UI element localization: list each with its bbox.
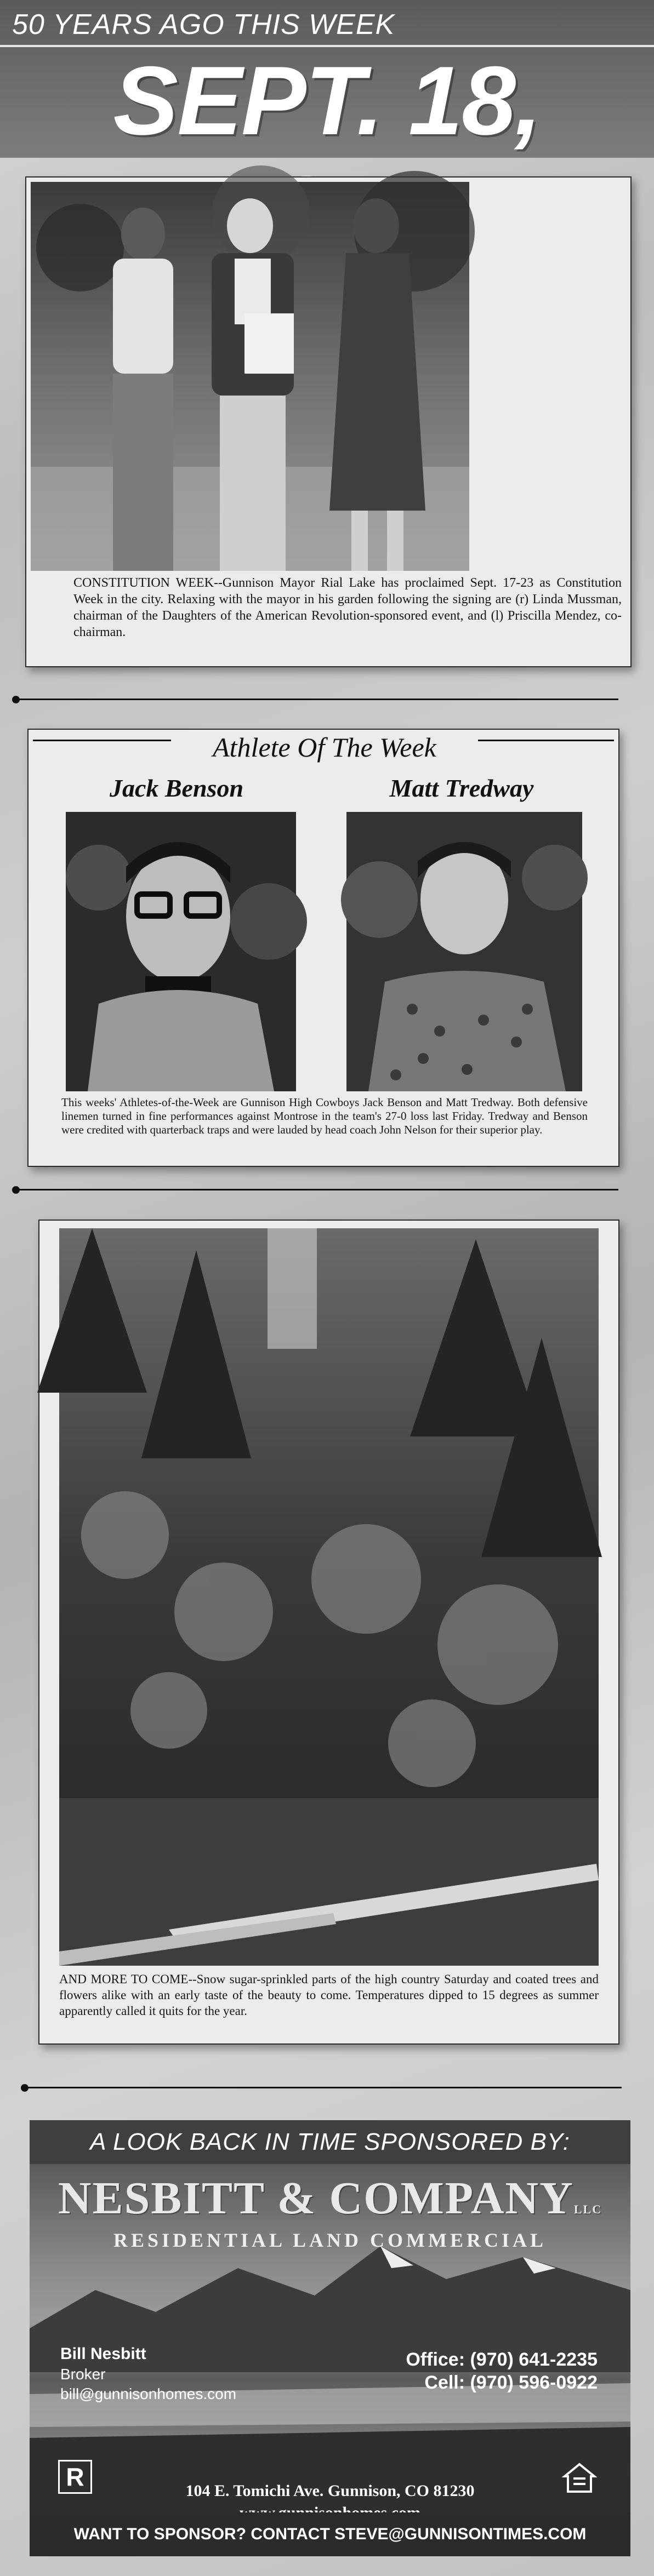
caption-athlete-of-week: This weeks' Athletes-of-the-Week are Gunnison High Cowboys Jack Benson and Matt Tredway. Both defensive linemen turned in fine performances against Montrose in the team's 27-0 loss last Friday. Tredway and Benson were credited with quarterback traps and were lauded by head coach John Nelson for their superior play.: [61, 1096, 588, 1136]
sponsor-contact-footer[interactable]: WANT TO SPONSOR? CONTACT STEVE@GUNNISONTIMES.COM: [30, 2512, 630, 2556]
athlete-of-week-title: Athlete Of The Week: [171, 732, 478, 763]
page-title: SEPT. 18,: [113, 46, 541, 155]
athlete-name-left: Jack Benson: [109, 774, 244, 802]
sponsor-band: A LOOK BACK IN TIME SPONSORED BY:: [30, 2120, 630, 2164]
realtor-logo-letter: R: [66, 2463, 84, 2491]
broker-email[interactable]: bill@gunnisonhomes.com: [60, 2385, 237, 2402]
ad-body: [30, 2164, 630, 2512]
photo-constitution-week: [31, 182, 469, 571]
caption-more-to-come: AND MORE TO COME--Snow sugar-sprinkled parts of the high country Saturday and coated trees and flowers alike with an early taste of the beauty to come. Temperatures dipped to 15 degrees as summer apparently called it quits for the year.: [59, 1972, 599, 2018]
office-address: 104 E. Tomichi Ave. Gunnison, CO 81230: [185, 2482, 475, 2500]
brand-tagline: RESIDENTIAL LAND COMMERCIAL: [113, 2229, 547, 2251]
cell-phone[interactable]: Cell: (970) 596-0922: [424, 2372, 598, 2393]
broker-role: Broker: [60, 2366, 106, 2383]
clipping-constitution-week: [25, 176, 632, 667]
broker-name: Bill Nesbitt: [60, 2345, 146, 2363]
caption-constitution-week: CONSTITUTION WEEK--Gunnison Mayor Rial Lake has proclaimed Sept. 17-23 as Constitution Week in the city. Relaxing with the mayor in his garden following the signing are (r) Linda Mussman, chairman of the Daughters of the American Revolution-sponsored event, and (l) Priscilla Mendez, co-chairman.: [73, 576, 622, 639]
photo-garden-three-people: [31, 182, 469, 571]
header-banner: [0, 0, 654, 158]
brand-name-text: NESBITT & COMPANY: [58, 2173, 574, 2224]
photo-high-country-trees: [59, 1228, 599, 1966]
photo-matt-tredway: [346, 812, 582, 1091]
office-phone[interactable]: Office: (970) 641-2235: [406, 2349, 598, 2370]
brand-name: [30, 2172, 630, 2225]
clipping-athlete-of-week: [27, 729, 619, 1167]
brand-suffix: LLC: [573, 2202, 602, 2216]
photo-jack-benson: [66, 812, 296, 1091]
section-divider: [15, 1189, 618, 1190]
sponsor-ad: [30, 2120, 630, 2556]
photo-snowy-forest: [59, 1228, 599, 1966]
photo-portrait-patterned-shirt: [346, 812, 582, 1091]
photo-portrait-glasses: [66, 812, 296, 1091]
section-divider: [24, 2087, 622, 2088]
clipping-more-to-come: [38, 1220, 619, 2045]
section-divider: [15, 699, 618, 700]
kicker-text: 50 YEARS AGO THIS WEEK: [12, 9, 395, 41]
athlete-name-right: Matt Tredway: [389, 774, 534, 802]
equal-housing-icon: [561, 2460, 598, 2496]
